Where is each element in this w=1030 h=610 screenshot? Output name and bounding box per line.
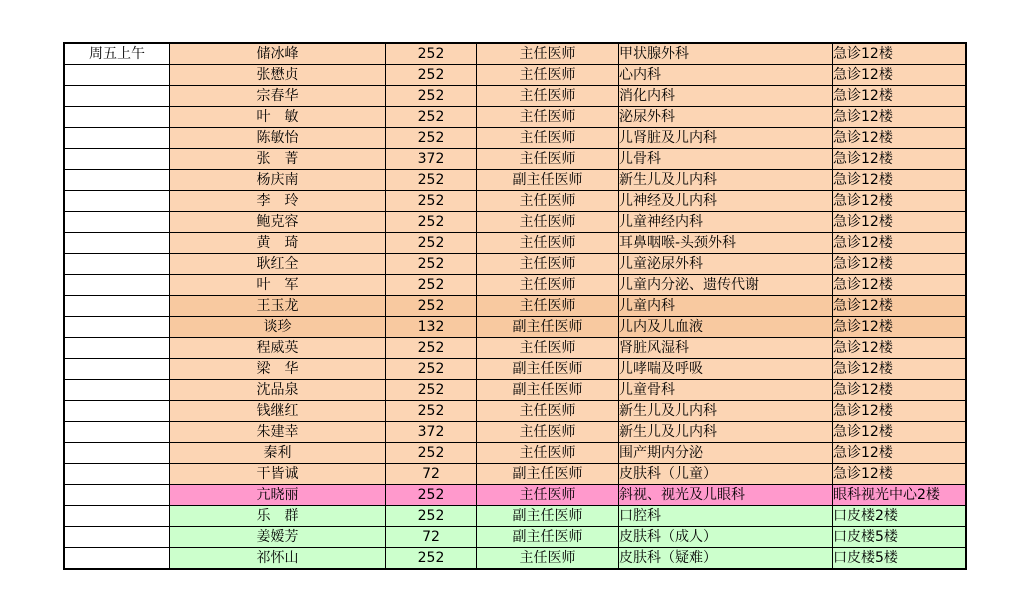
doctor-name-cell[interactable]: 谈珍 xyxy=(170,317,386,338)
table-row xyxy=(64,275,966,296)
doctor-name-cell[interactable]: 叶 军 xyxy=(170,275,386,296)
doctor-name-cell[interactable]: 张 菁 xyxy=(170,149,386,170)
doctor-title-cell[interactable]: 主任医师 xyxy=(477,275,619,296)
department-cell[interactable]: 儿肾脏及儿内科 xyxy=(619,128,833,149)
day-cell[interactable] xyxy=(64,191,170,212)
fee-cell[interactable]: 252 xyxy=(386,170,477,191)
table-row xyxy=(64,317,966,338)
doctor-name-cell[interactable]: 程威英 xyxy=(170,338,386,359)
location-cell[interactable]: 急诊12楼 xyxy=(833,212,967,233)
table-row xyxy=(64,401,966,422)
doctor-title-cell[interactable]: 主任医师 xyxy=(477,548,619,570)
day-cell[interactable] xyxy=(64,317,170,338)
table-row xyxy=(64,212,966,233)
location-cell[interactable]: 急诊12楼 xyxy=(833,359,967,380)
table-row xyxy=(64,527,966,548)
doctor-title-cell[interactable]: 主任医师 xyxy=(477,191,619,212)
day-cell[interactable] xyxy=(64,527,170,548)
department-cell[interactable]: 新生儿及儿内科 xyxy=(619,422,833,443)
day-cell[interactable] xyxy=(64,380,170,401)
location-cell[interactable]: 眼科视光中心2楼 xyxy=(833,485,967,506)
doctor-title-cell[interactable]: 主任医师 xyxy=(477,296,619,317)
doctor-title-cell[interactable]: 主任医师 xyxy=(477,254,619,275)
schedule-table xyxy=(63,42,967,570)
department-cell[interactable]: 儿童骨科 xyxy=(619,380,833,401)
department-cell[interactable]: 围产期内分泌 xyxy=(619,443,833,464)
doctor-title-cell[interactable]: 副主任医师 xyxy=(477,506,619,527)
department-cell[interactable]: 儿童神经内科 xyxy=(619,212,833,233)
fee-cell[interactable]: 252 xyxy=(386,485,477,506)
doctor-title-cell[interactable]: 主任医师 xyxy=(477,43,619,65)
department-cell[interactable]: 儿哮喘及呼吸 xyxy=(619,359,833,380)
table-row xyxy=(64,380,966,401)
department-cell[interactable]: 斜视、视光及儿眼科 xyxy=(619,485,833,506)
fee-cell[interactable]: 72 xyxy=(386,464,477,485)
doctor-name-cell[interactable]: 储冰峰 xyxy=(170,43,386,65)
doctor-name-cell[interactable]: 耿红全 xyxy=(170,254,386,275)
fee-cell[interactable]: 72 xyxy=(386,527,477,548)
location-cell[interactable]: 急诊12楼 xyxy=(833,65,967,86)
department-cell[interactable]: 儿童内分泌、遗传代谢 xyxy=(619,275,833,296)
table-row xyxy=(64,191,966,212)
day-cell[interactable] xyxy=(64,359,170,380)
fee-cell[interactable]: 252 xyxy=(386,65,477,86)
table-row xyxy=(64,548,966,570)
fee-cell[interactable]: 252 xyxy=(386,128,477,149)
table-row xyxy=(64,443,966,464)
location-cell[interactable]: 急诊12楼 xyxy=(833,170,967,191)
location-cell[interactable]: 急诊12楼 xyxy=(833,128,967,149)
location-cell[interactable]: 急诊12楼 xyxy=(833,191,967,212)
day-cell[interactable] xyxy=(64,107,170,128)
department-cell[interactable]: 新生儿及儿内科 xyxy=(619,170,833,191)
location-cell[interactable]: 口皮楼5楼 xyxy=(833,527,967,548)
schedule-body xyxy=(64,43,966,569)
department-cell[interactable]: 儿神经及儿内科 xyxy=(619,191,833,212)
fee-cell[interactable]: 252 xyxy=(386,359,477,380)
day-cell[interactable] xyxy=(64,548,170,570)
doctor-title-cell[interactable]: 副主任医师 xyxy=(477,170,619,191)
location-cell[interactable]: 急诊12楼 xyxy=(833,107,967,128)
fee-cell[interactable]: 252 xyxy=(386,212,477,233)
fee-cell[interactable]: 252 xyxy=(386,548,477,570)
table-row xyxy=(64,296,966,317)
doctor-title-cell[interactable]: 主任医师 xyxy=(477,401,619,422)
doctor-name-cell[interactable]: 亢晓丽 xyxy=(170,485,386,506)
doctor-name-cell[interactable]: 姜嫒芳 xyxy=(170,527,386,548)
doctor-title-cell[interactable]: 主任医师 xyxy=(477,443,619,464)
day-cell[interactable] xyxy=(64,212,170,233)
fee-cell[interactable]: 252 xyxy=(386,338,477,359)
location-cell[interactable]: 急诊12楼 xyxy=(833,254,967,275)
doctor-name-cell[interactable]: 鲍克容 xyxy=(170,212,386,233)
location-cell[interactable]: 口皮楼5楼 xyxy=(833,548,967,570)
fee-cell[interactable]: 252 xyxy=(386,506,477,527)
table-row xyxy=(64,338,966,359)
table-row xyxy=(64,359,966,380)
location-cell[interactable]: 急诊12楼 xyxy=(833,275,967,296)
day-cell[interactable] xyxy=(64,233,170,254)
department-cell[interactable]: 儿童泌尿外科 xyxy=(619,254,833,275)
doctor-name-cell[interactable]: 钱继红 xyxy=(170,401,386,422)
table-row xyxy=(64,43,966,65)
table-row xyxy=(64,233,966,254)
department-cell[interactable]: 儿骨科 xyxy=(619,149,833,170)
table-row xyxy=(64,65,966,86)
location-cell[interactable]: 急诊12楼 xyxy=(833,86,967,107)
department-cell[interactable]: 消化内科 xyxy=(619,86,833,107)
location-cell[interactable]: 急诊12楼 xyxy=(833,43,967,65)
doctor-title-cell[interactable]: 副主任医师 xyxy=(477,527,619,548)
fee-cell[interactable]: 252 xyxy=(386,191,477,212)
doctor-title-cell[interactable]: 主任医师 xyxy=(477,338,619,359)
day-cell[interactable] xyxy=(64,170,170,191)
location-cell[interactable]: 急诊12楼 xyxy=(833,149,967,170)
table-row xyxy=(64,107,966,128)
department-cell[interactable]: 耳鼻咽喉-头颈外科 xyxy=(619,233,833,254)
fee-cell[interactable]: 252 xyxy=(386,296,477,317)
day-cell[interactable] xyxy=(64,65,170,86)
fee-cell[interactable]: 252 xyxy=(386,107,477,128)
doctor-name-cell[interactable]: 朱建幸 xyxy=(170,422,386,443)
location-cell[interactable]: 急诊12楼 xyxy=(833,464,967,485)
department-cell[interactable]: 肾脏风湿科 xyxy=(619,338,833,359)
day-cell[interactable] xyxy=(64,149,170,170)
doctor-name-cell[interactable]: 李 玲 xyxy=(170,191,386,212)
doctor-name-cell[interactable]: 干皆诚 xyxy=(170,464,386,485)
doctor-name-cell[interactable]: 秦利 xyxy=(170,443,386,464)
doctor-name-cell[interactable]: 陈敏怡 xyxy=(170,128,386,149)
table-row xyxy=(64,506,966,527)
day-cell[interactable] xyxy=(64,443,170,464)
day-cell[interactable] xyxy=(64,86,170,107)
day-cell[interactable] xyxy=(64,275,170,296)
table-row xyxy=(64,254,966,275)
doctor-name-cell[interactable]: 宗春华 xyxy=(170,86,386,107)
location-cell[interactable]: 口皮楼2楼 xyxy=(833,506,967,527)
location-cell[interactable]: 急诊12楼 xyxy=(833,296,967,317)
doctor-title-cell[interactable]: 主任医师 xyxy=(477,212,619,233)
department-cell[interactable]: 泌尿外科 xyxy=(619,107,833,128)
doctor-name-cell[interactable]: 沈品泉 xyxy=(170,380,386,401)
day-cell[interactable] xyxy=(64,254,170,275)
day-cell[interactable] xyxy=(64,464,170,485)
day-cell[interactable] xyxy=(64,485,170,506)
department-cell[interactable]: 皮肤科（儿童） xyxy=(619,464,833,485)
table-row xyxy=(64,464,966,485)
location-cell[interactable]: 急诊12楼 xyxy=(833,338,967,359)
day-cell[interactable] xyxy=(64,506,170,527)
day-cell[interactable] xyxy=(64,128,170,149)
doctor-name-cell[interactable]: 乐 群 xyxy=(170,506,386,527)
location-cell[interactable]: 急诊12楼 xyxy=(833,317,967,338)
table-row xyxy=(64,128,966,149)
fee-cell[interactable]: 252 xyxy=(386,233,477,254)
day-label-cell[interactable]: 周五上午 xyxy=(64,43,170,65)
doctor-title-cell[interactable]: 副主任医师 xyxy=(477,380,619,401)
doctor-title-cell[interactable]: 主任医师 xyxy=(477,149,619,170)
doctor-title-cell[interactable]: 主任医师 xyxy=(477,422,619,443)
day-cell[interactable] xyxy=(64,338,170,359)
fee-cell[interactable]: 252 xyxy=(386,443,477,464)
fee-cell[interactable]: 372 xyxy=(386,422,477,443)
department-cell[interactable]: 甲状腺外科 xyxy=(619,43,833,65)
department-cell[interactable]: 心内科 xyxy=(619,65,833,86)
doctor-title-cell[interactable]: 副主任医师 xyxy=(477,359,619,380)
department-cell[interactable]: 儿内及儿血液 xyxy=(619,317,833,338)
doctor-name-cell[interactable]: 黄 琦 xyxy=(170,233,386,254)
location-cell[interactable]: 急诊12楼 xyxy=(833,443,967,464)
fee-cell[interactable]: 252 xyxy=(386,275,477,296)
location-cell[interactable]: 急诊12楼 xyxy=(833,422,967,443)
doctor-name-cell[interactable]: 叶 敏 xyxy=(170,107,386,128)
fee-cell[interactable]: 132 xyxy=(386,317,477,338)
fee-cell[interactable]: 252 xyxy=(386,43,477,65)
table-row xyxy=(64,149,966,170)
fee-cell[interactable]: 372 xyxy=(386,149,477,170)
fee-cell[interactable]: 252 xyxy=(386,254,477,275)
doctor-name-cell[interactable]: 王玉龙 xyxy=(170,296,386,317)
doctor-name-cell[interactable]: 祁怀山 xyxy=(170,548,386,570)
doctor-title-cell[interactable]: 副主任医师 xyxy=(477,317,619,338)
table-row xyxy=(64,86,966,107)
table-row xyxy=(64,485,966,506)
fee-cell[interactable]: 252 xyxy=(386,380,477,401)
fee-cell[interactable]: 252 xyxy=(386,401,477,422)
doctor-title-cell[interactable]: 主任医师 xyxy=(477,107,619,128)
day-cell[interactable] xyxy=(64,422,170,443)
doctor-title-cell[interactable]: 主任医师 xyxy=(477,128,619,149)
doctor-title-cell[interactable]: 副主任医师 xyxy=(477,464,619,485)
doctor-title-cell[interactable]: 主任医师 xyxy=(477,485,619,506)
doctor-title-cell[interactable]: 主任医师 xyxy=(477,86,619,107)
location-cell[interactable]: 急诊12楼 xyxy=(833,380,967,401)
doctor-name-cell[interactable]: 杨庆南 xyxy=(170,170,386,191)
location-cell[interactable]: 急诊12楼 xyxy=(833,401,967,422)
doctor-name-cell[interactable]: 梁 华 xyxy=(170,359,386,380)
day-cell[interactable] xyxy=(64,296,170,317)
department-cell[interactable]: 儿童内科 xyxy=(619,296,833,317)
department-cell[interactable]: 新生儿及儿内科 xyxy=(619,401,833,422)
table-row xyxy=(64,170,966,191)
fee-cell[interactable]: 252 xyxy=(386,86,477,107)
doctor-title-cell[interactable]: 主任医师 xyxy=(477,65,619,86)
table-row xyxy=(64,422,966,443)
department-cell[interactable]: 口腔科 xyxy=(619,506,833,527)
doctor-name-cell[interactable]: 张懋贞 xyxy=(170,65,386,86)
location-cell[interactable]: 急诊12楼 xyxy=(833,233,967,254)
doctor-title-cell[interactable]: 主任医师 xyxy=(477,233,619,254)
day-cell[interactable] xyxy=(64,401,170,422)
department-cell[interactable]: 皮肤科（成人） xyxy=(619,527,833,548)
department-cell[interactable]: 皮肤科（疑难） xyxy=(619,548,833,570)
